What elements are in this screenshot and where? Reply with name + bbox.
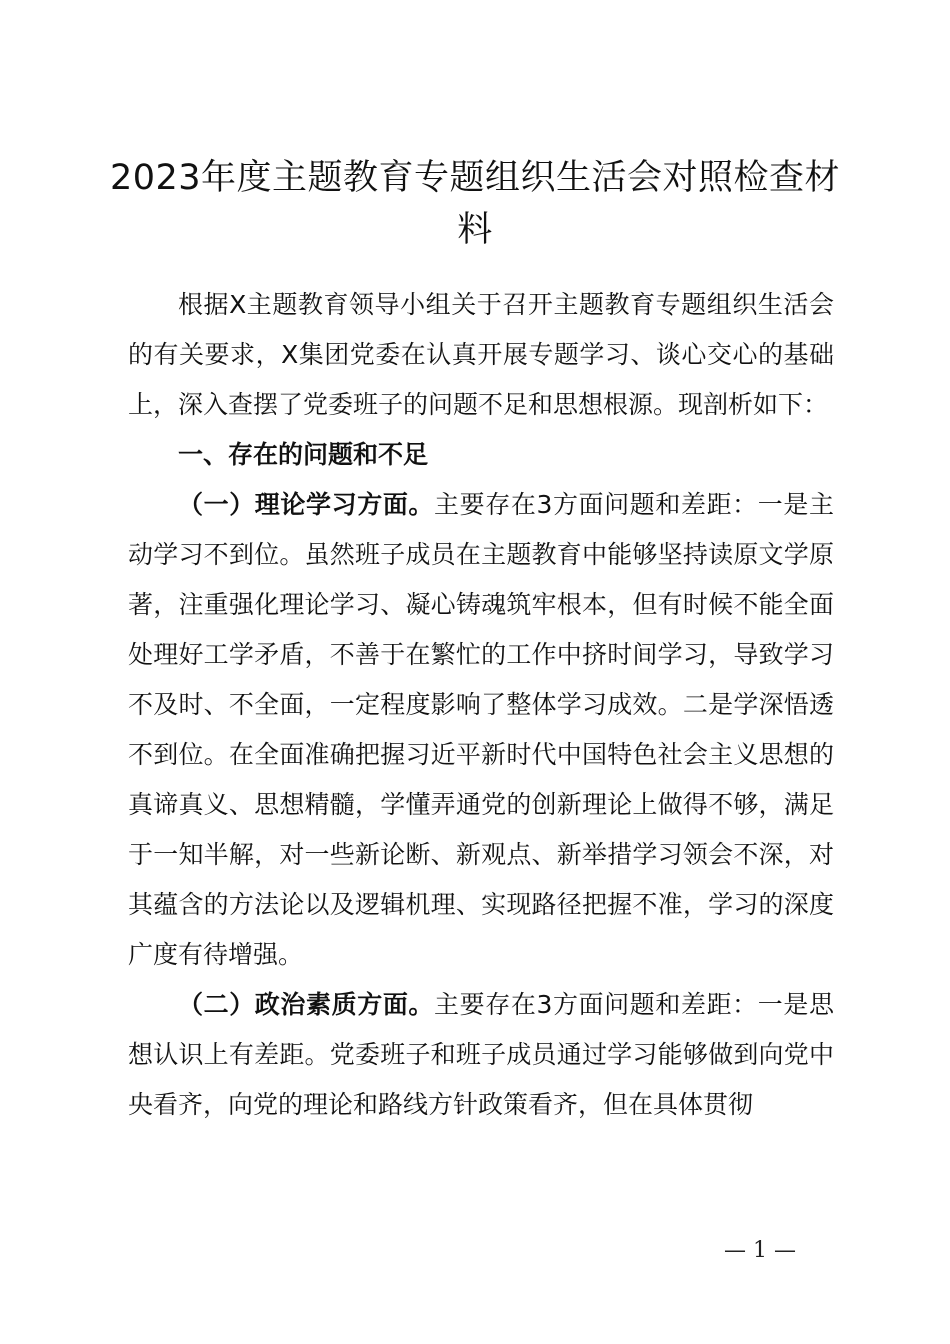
item-2-paragraph (128, 980, 834, 1130)
section-heading: 一、存在的问题和不足 (178, 440, 429, 469)
item-2-text: 主要存在3方面问题和差距：一是思想认识上有差距。党委班子和班子成员通过学习能够做到向党中央看齐，向党的理论和路线方针政策看齐，但在具体贯彻 (128, 990, 834, 1119)
item-1-paragraph (128, 480, 834, 980)
document-body (128, 280, 834, 1130)
item-2-heading: （二）政治素质方面。 (178, 990, 435, 1019)
item-1-text: 主要存在3方面问题和差距：一是主动学习不到位。虽然班子成员在主题教育中能够坚持读原文学原著，注重强化理论学习、凝心铸魂筑牢根本，但有时候不能全面处理好工学矛盾，不善于在繁忙的工作中挤时间学习，导致学习不及时、不全面，一定程度影响了整体学习成效。二是学深悟透不到位。在全面准确把握习近平新时代中国特色社会主义思想的真谛真义、思想精髓，学懂弄通党的创新理论上做得不够，满足于一知半解，对一些新论断、新观点、新举措学习领会不深，对其蕴含的方法论以及逻辑机理、实现路径把握不准，学习的深度广度有待增强。 (128, 490, 834, 969)
document-title: 2023年度主题教育专题组织生活会对照检查材料 (109, 158, 841, 250)
intro-paragraph: 根据X主题教育领导小组关于召开主题教育专题组织生活会的有关要求，X集团党委在认真开展专题学习、谈心交心的基础上，深入查摆了党委班子的问题不足和思想根源。现剖析如下： (128, 290, 834, 419)
item-1-heading: （一）理论学习方面。 (178, 490, 435, 519)
page-number: — 1 — (724, 1238, 796, 1263)
